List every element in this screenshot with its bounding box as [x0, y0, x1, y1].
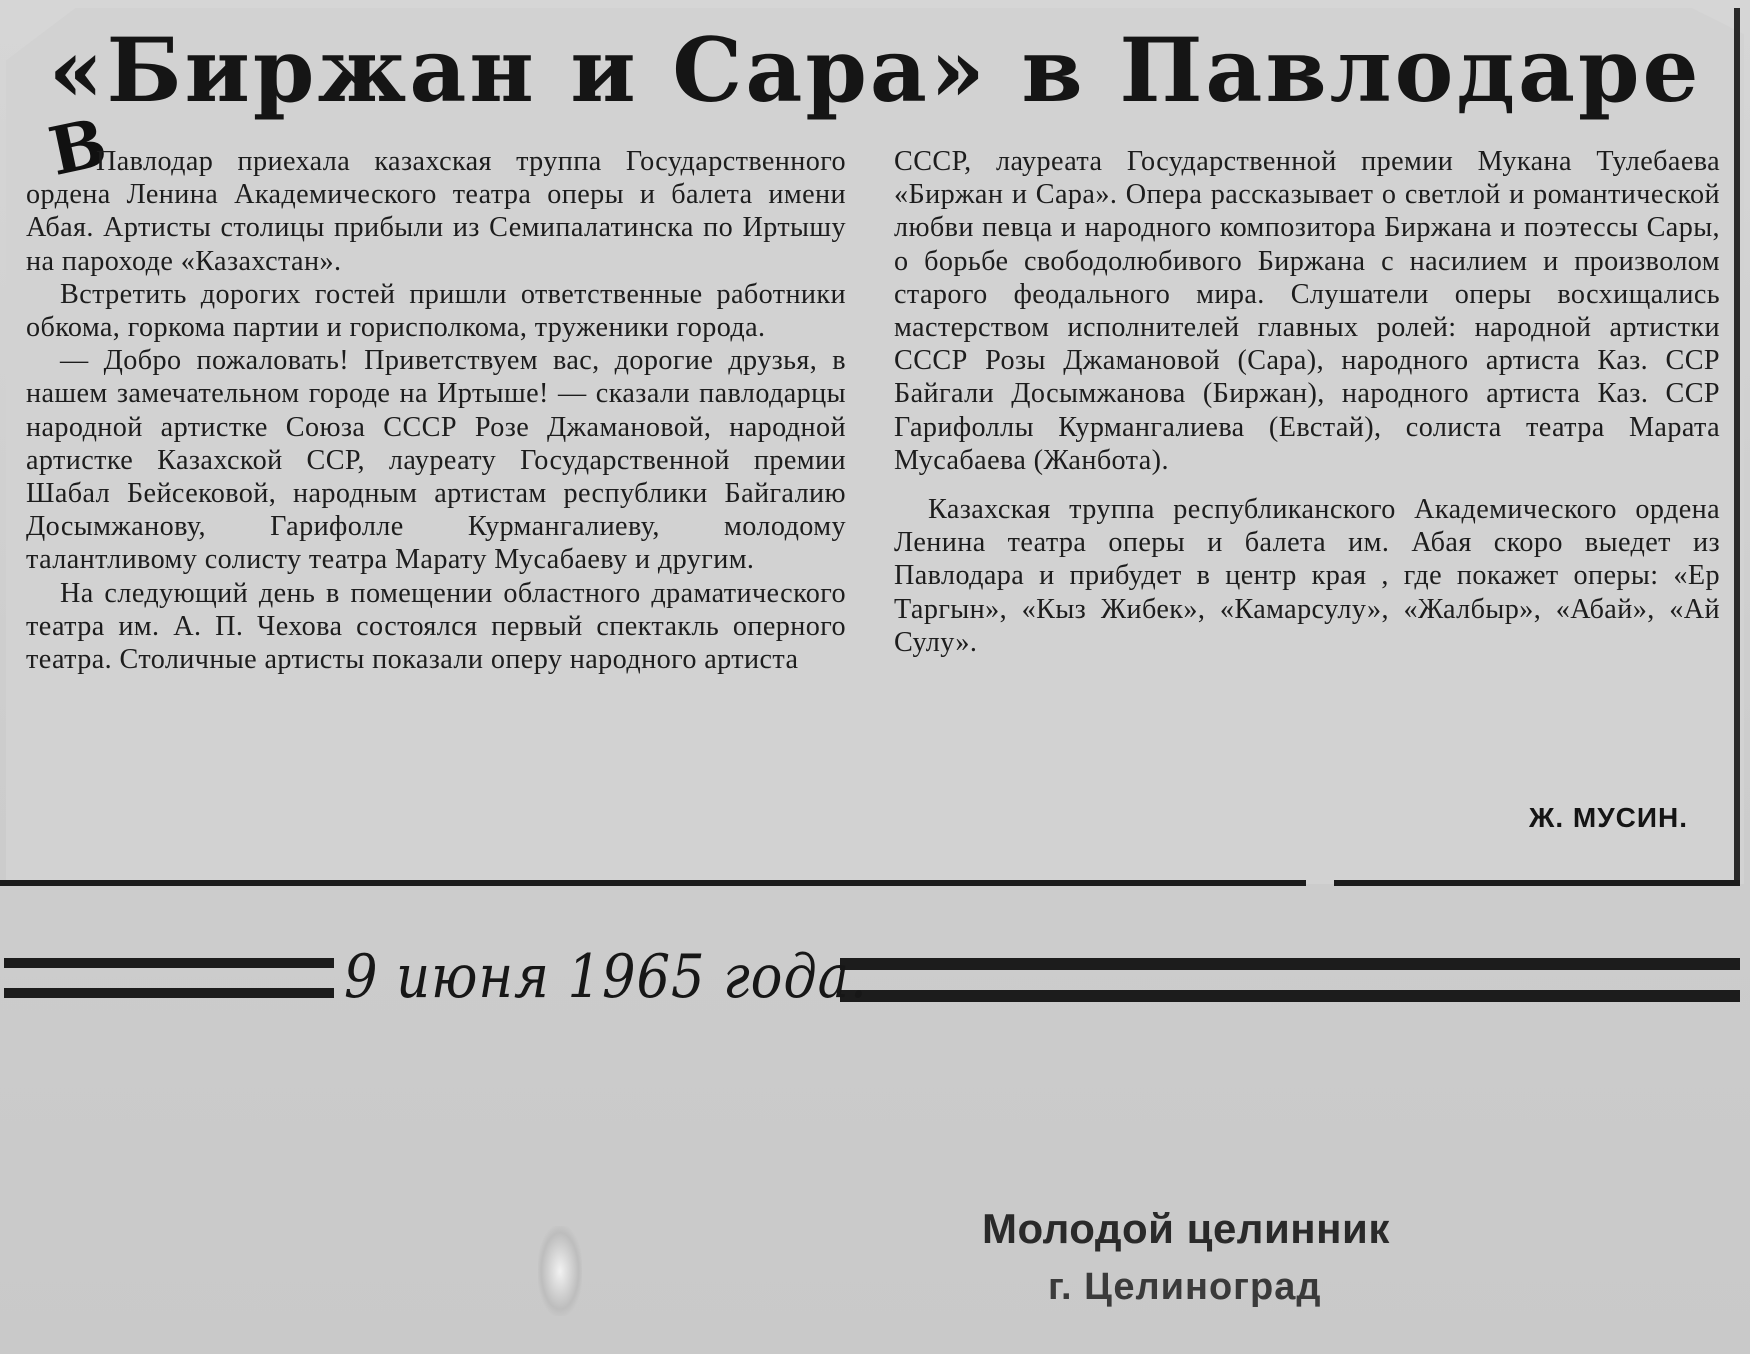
- paragraph: Казахская труппа республиканского Академического ордена Ленина театра оперы и балета им. Абая скоро выедет из Павлодара и прибудет в центр края , где покажет оперы: «Ер Таргын», «Кыз Жибек», «Камарсулу», «Жалбыр», «Абай», «Ай Сулу».: [894, 494, 1720, 658]
- newspaper-name-stamp: Молодой целинник: [982, 1205, 1390, 1252]
- paragraph: На следующий день в помещении областного драматического театра им. А. П. Чехова состоялся первый спектакль оперного театра. Столичные артисты показали оперу народного артиста: [26, 577, 846, 676]
- article-right-column: [894, 145, 1720, 659]
- date-stamp: 9 июня 1965 года.: [344, 942, 868, 1012]
- article-headline: «Биржан и Сара» в Павлодаре: [48, 18, 1702, 122]
- article-left-column: [26, 145, 846, 676]
- newspaper-city-stamp: г. Целиноград: [1048, 1266, 1322, 1308]
- drop-cap: В: [42, 103, 114, 191]
- paragraph: — Добро пожаловать! Приветствуем вас, дорогие друзья, в нашем замечательном городе на Иртыше! — сказали павлодарцы народной артистке Союза СССР Розе Джамановой, народной артистке Казахской ССР, лауреату Государственной премии Шабал Бейсековой, народным артистам республики Байгалию Досымжанову, Гарифолле Курмангалиеву, молодому талантливому солисту театра Марату Мусабаеву и другим.: [26, 345, 846, 576]
- date-rule-left: [4, 958, 334, 968]
- date-rule-right: [840, 990, 1740, 1002]
- paper-blemish: [538, 1226, 582, 1316]
- clipping-right-border: [1734, 8, 1740, 884]
- paragraph: СССР, лауреата Государственной премии Мукана Тулебаева «Биржан и Сара». Опера рассказывает о светлой и романтической любви певца и народного композитора Биржана и поэтессы Сары, о борьбе свободолюбивого Биржана с насилием и произволом старого феодального мира. Слушатели оперы восхищались мастерством исполнителей главных ролей: народной артистки СССР Розы Джамановой (Сара), народного артиста Каз. ССР Байгали Досымжанова (Биржан), народного артиста Каз. ССР Гарифоллы Курмангалиева (Евстай), солиста театра Марата Мусабаева (Жанбота).: [894, 146, 1720, 476]
- date-rule-right: [840, 958, 1740, 970]
- divider-line: [1334, 880, 1740, 886]
- paragraph: Павлодар приехала казахская труппа Государственного ордена Ленина Академического театра оперы и балета имени Абая. Артисты столицы прибыли из Семипалатинска по Иртышу на пароходе «Казахстан».: [26, 146, 846, 277]
- divider-line: [0, 880, 1306, 886]
- paragraph: Встретить дорогих гостей пришли ответственные работники обкома, горкома партии и горисполкома, труженики города.: [26, 278, 846, 344]
- date-rule-left: [4, 988, 334, 998]
- author-signature: Ж. МУСИН.: [1529, 802, 1688, 833]
